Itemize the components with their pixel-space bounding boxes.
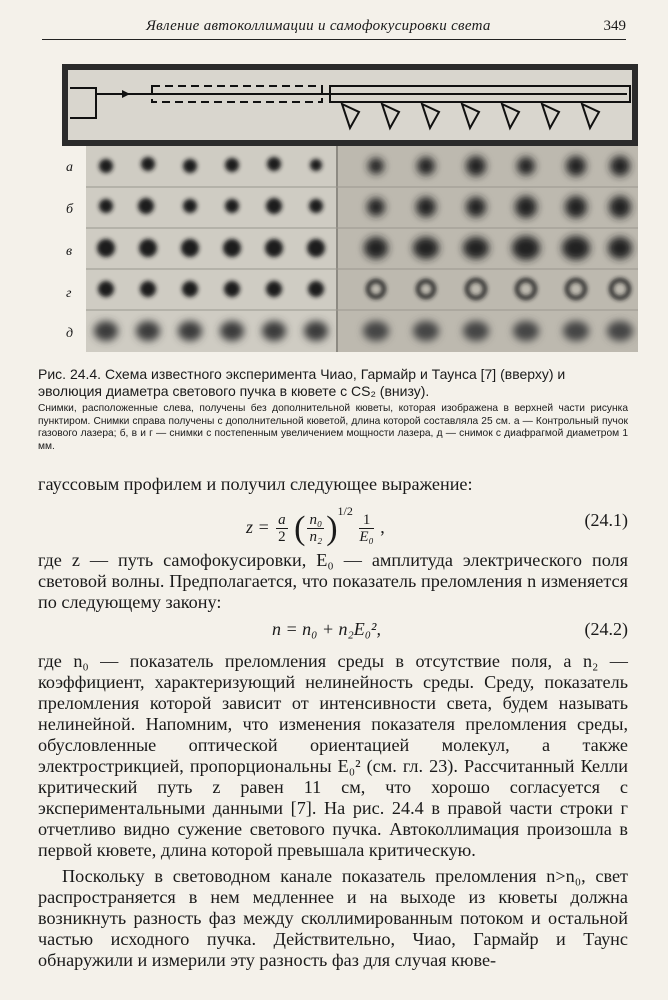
eq1-n2: n₂ xyxy=(309,529,323,546)
page-number: 349 xyxy=(603,18,626,34)
eq1-exponent: 1/2 xyxy=(337,504,353,518)
row-labels xyxy=(62,146,86,352)
running-title: Явление автоколлимации и самофокусировки света xyxy=(146,18,491,34)
row-label-g: г xyxy=(66,286,72,301)
equation-24-2 xyxy=(38,619,628,643)
equation-number-24-1: (24.1) xyxy=(584,510,628,530)
eq1-n0: n₀ xyxy=(309,512,323,529)
figure-24-4 xyxy=(62,64,638,352)
figure-caption-detail: Снимки, расположенные слева, получены без дополнительной кюветы, которая изображена в верхней части рисунка пунктиром. Снимки справа получены с дополнительной кюветой, длина которой составляла 25 см. а — Контрольный пучок газового лазера; б, в и г — снимки с постепенным увеличением мощности лазера, д — снимок с диафрагмой диаметром 1 мм. xyxy=(38,403,628,452)
row-label-a: а xyxy=(66,160,73,175)
eq1-tail: , xyxy=(380,517,385,537)
eq1-frac-e xyxy=(359,512,373,545)
eq1-frac-a2 xyxy=(276,512,288,545)
eq1-one: 1 xyxy=(359,512,373,529)
paragraph-2: где n₀ — показатель преломления среды в отсутствие поля, а n₂ — коэффициент, характеризующий нелинейность среды. Среду, показатель преломления которой зависит от интенсивности света, будем называть нелинейной. Напомним, что изменения показателя преломления среды, обусловленные оптической ориентацией молекул, а также электрострикцией, пропорциональны E₀² (см. гл. 23). Рассчитанный Келли критический путь z равен 11 см, что хорошо согласуется с экспериментальными данными [7]. На рис. 24.4 в правой части строки г отчетливо видно сужение светового пучка. Автоколлимация произошла в первой кювете, длина которой превышала критическую. xyxy=(38,651,628,860)
row-label-d: д xyxy=(66,326,74,341)
paragraph-0: гауссовым профилем и получил следующее выражение: xyxy=(38,474,473,494)
eq1-frac-n xyxy=(307,512,324,545)
row-label-b: б xyxy=(66,202,74,217)
paragraph-3: Поскольку в световодном канале показатель преломления n>n₀, свет распространяется в нем медленнее и на выходе из кюветы должна возникнуть разность фаз между сколлимированным потоком и остальной частью исходного пучка. Действительно, Чиао, Гармайр и Таунс обнаружили и измерили эту разность фаз для случая кюве- xyxy=(38,866,628,970)
eq1-E0: E₀ xyxy=(359,529,374,546)
experiment-scheme xyxy=(62,64,638,146)
eq2-body: n = n₀ + n₂E₀², xyxy=(272,619,381,639)
equation-24-1-body: z = $\frac{a}{2}$ ( $\frac{\text{n₀}}{\text{n₂}}$ )$^{1/2}$ $\frac{1}{\text{E₀}}$ , xyxy=(246,504,385,547)
equation-number-24-2: (24.2) xyxy=(584,619,628,639)
running-header xyxy=(146,18,626,40)
figure-caption: Рис. 24.4. Схема известного эксперимента Чиао, Гармайр и Таунса [7] (вверху) и эволюция диаметра светового пучка в кювете с CS₂ (внизу). xyxy=(38,366,566,399)
eq1-lhs: z = xyxy=(246,517,270,537)
equation-24-1 xyxy=(38,500,628,546)
header-rule xyxy=(42,39,626,40)
beam-photographs xyxy=(86,146,638,352)
eq1-a: a xyxy=(278,512,286,529)
paragraph-1: где z — путь самофокусировки, E₀ — амплитуда электрического поля световой волны. Предполагается, что показатель преломления n изменяется по следующему закону: xyxy=(38,550,628,612)
eq1-two: 2 xyxy=(278,529,286,546)
row-label-v: в xyxy=(66,244,73,259)
